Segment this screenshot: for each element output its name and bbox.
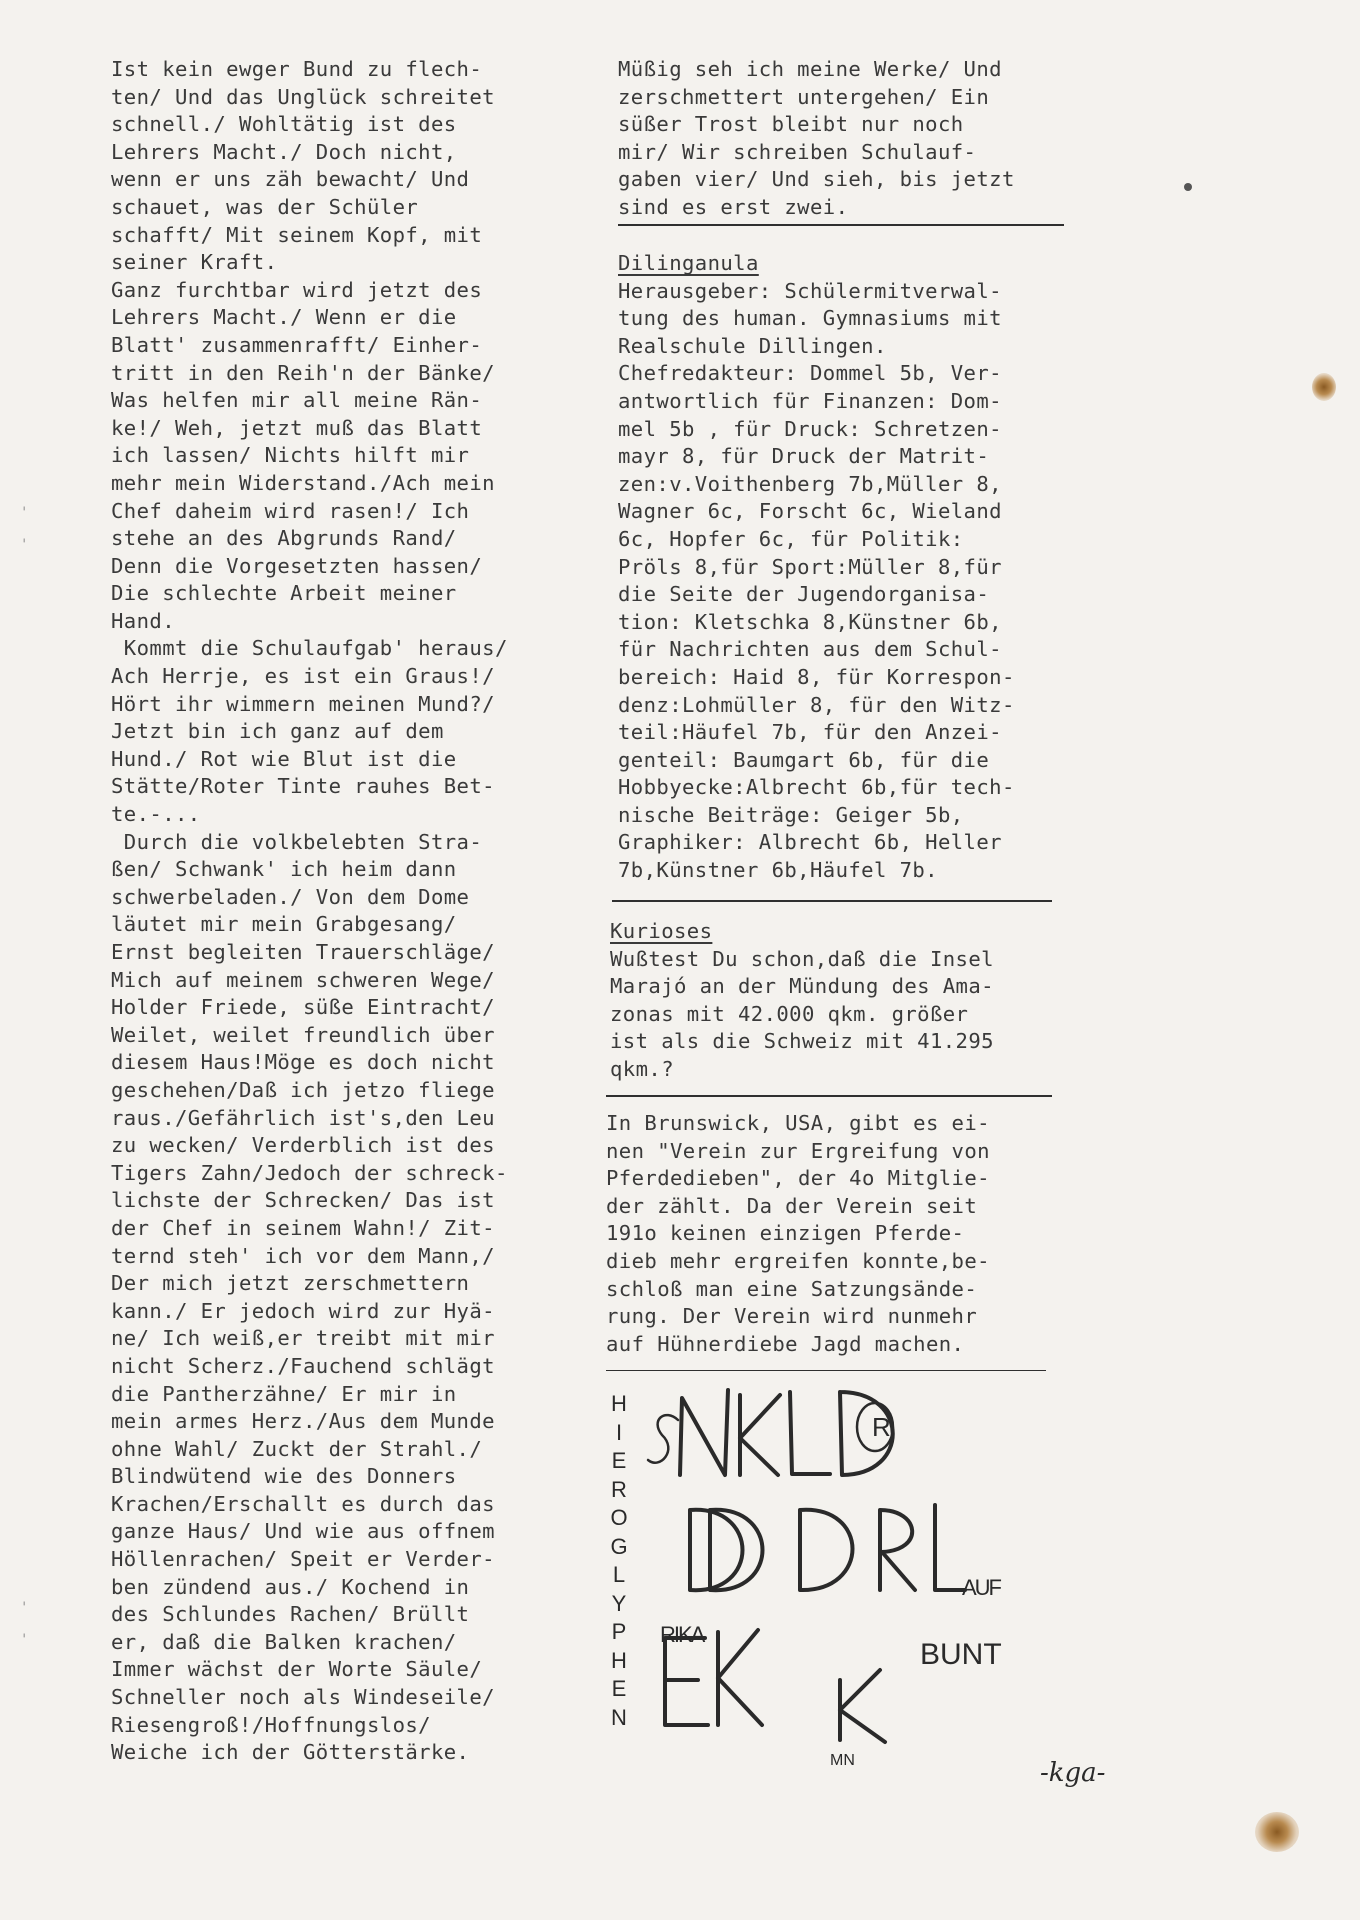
separator-rule-3 (606, 1095, 1052, 1097)
text-line: Ach Herrje, es ist ein Graus!/ (111, 664, 495, 689)
glyph-word-bunt: BUNT (920, 1638, 1002, 1671)
text-line: Hand. (111, 608, 175, 633)
text-line: nen "Verein zur Ergreifung von (606, 1138, 990, 1163)
separator-rule-2 (612, 900, 1052, 902)
text-line: raus./Gefährlich ist's,den Leu (111, 1105, 495, 1130)
text-line: mehr mein Widerstand./Ach mein (111, 470, 495, 495)
text-line: die Pantherzähne/ Er mir in (111, 1381, 457, 1406)
text-line: Blindwütend wie des Donners (111, 1464, 457, 1489)
text-line: Riesengroß!/Hoffnungslos/ (111, 1712, 431, 1737)
text-line: zonas mit 42.000 qkm. größer (610, 1001, 969, 1026)
text-line: zu wecken/ Verderblich ist des (111, 1133, 495, 1158)
poem-column-left (111, 56, 581, 1767)
text-line: Tigers Zahn/Jedoch der schreck- (111, 1160, 508, 1185)
text-line: Was helfen mir all meine Rän- (111, 388, 483, 413)
text-line: Lehrers Macht./ Wenn er die (111, 305, 457, 330)
rust-stain-right (1312, 373, 1336, 401)
text-line: Mich auf meinem schweren Wege/ (111, 967, 495, 992)
poem-column-right-end (618, 56, 1088, 222)
text-line: schnell./ Wohltätig ist des (111, 112, 457, 137)
text-line: der Chef in seinem Wahn!/ Zit- (111, 1215, 495, 1240)
text-line: Weilet, weilet freundlich über (111, 1022, 495, 1047)
text-line: schauet, was der Schüler (111, 194, 419, 219)
text-line: Wußtest Du schon,daß die Insel (610, 946, 994, 971)
text-line: sind es erst zwei. (618, 194, 849, 219)
text-line: Ganz furchtbar wird jetzt des (111, 277, 483, 302)
kurioses-section (610, 918, 1080, 1084)
text-line: diesem Haus!Möge es doch nicht (111, 1050, 495, 1075)
text-line: Höllenrachen/ Speit er Verder- (111, 1547, 495, 1572)
text-line: Kommt die Schulaufgab' heraus/ (111, 636, 508, 661)
text-line: mayr 8, für Druck der Matrit- (618, 444, 990, 469)
text-line: denz:Lohmüller 8, für den Witz- (618, 692, 1015, 717)
text-line: Der mich jetzt zerschmettern (111, 1271, 470, 1296)
text-line: des Schlundes Rachen/ Brüllt (111, 1602, 470, 1627)
text-line: schwerbeladen./ Von dem Dome (111, 884, 470, 909)
brunswick-section (606, 1110, 1076, 1358)
text-line: schloß man eine Satzungsände- (606, 1276, 978, 1301)
text-line: stehe an des Abgrunds Rand/ (111, 526, 457, 551)
text-line: Denn die Vorgesetzten hassen/ (111, 553, 483, 578)
text-line: Ist kein ewger Bund zu flech- (111, 57, 483, 81)
hieroglyph-ddrl (690, 1505, 965, 1590)
separator-rule-1 (618, 224, 1064, 226)
text-line: tion: Kletschka 8,Künstner 6b, (618, 609, 1002, 634)
text-line: Weiche ich der Götterstärke. (111, 1740, 470, 1765)
text-line: bereich: Haid 8, für Korrespon- (618, 664, 1015, 689)
text-line: Pröls 8,für Sport:Müller 8,für (618, 554, 1002, 579)
text-line: Chefredakteur: Dommel 5b, Ver- (618, 361, 1002, 386)
text-line: ganze Haus/ Und wie aus offnem (111, 1519, 495, 1544)
glyph-word-rika: RIKA (660, 1622, 704, 1647)
text-line: Immer wächst der Worte Säule/ (111, 1657, 483, 1682)
text-line: Müßig seh ich meine Werke/ Und (618, 57, 1002, 81)
hieroglyph-nkld (648, 1390, 893, 1475)
margin-punch-marks-lower: ' ' (20, 1600, 29, 1648)
text-line: Realschule Dillingen. (618, 333, 887, 358)
text-line: ist als die Schweiz mit 41.295 (610, 1029, 994, 1054)
text-line: Schneller noch als Windeseile/ (111, 1685, 495, 1710)
text-line: für Nachrichten aus dem Schul- (618, 637, 1002, 662)
text-line: Graphiker: Albrecht 6b, Heller (618, 830, 1002, 855)
margin-punch-marks: ' ' (20, 505, 29, 553)
text-line: lichste der Schrecken/ Das ist (111, 1188, 495, 1213)
text-line: Krachen/Erschallt es durch das (111, 1491, 495, 1516)
hieroglyphen-drawing (590, 1380, 1150, 1800)
text-line: auf Hühnerdiebe Jagd machen. (606, 1331, 965, 1356)
text-line: Ernst begleiten Trauerschläge/ (111, 940, 495, 964)
masthead-section (618, 250, 1088, 885)
glyph-word-auf: AUF (962, 1575, 1000, 1600)
artist-signature: -kga- (1040, 1758, 1106, 1788)
text-line: mel 5b , für Druck: Schretzen- (618, 416, 1002, 441)
text-line: mein armes Herz./Aus dem Munde (111, 1409, 495, 1434)
text-line: tritt in den Reih'n der Bänke/ (111, 360, 495, 385)
text-line: gaben vier/ Und sieh, bis jetzt (618, 167, 1015, 192)
text-line: Durch die volkbelebten Stra- (111, 829, 483, 854)
text-line: kann./ Er jedoch wird zur Hyä- (111, 1298, 495, 1323)
text-line: Jetzt bin ich ganz auf dem (111, 719, 444, 744)
masthead-title: Dilinganula (618, 251, 759, 275)
text-line: Chef daheim wird rasen!/ Ich (111, 498, 470, 523)
text-line: Hobbyecke:Albrecht 6b,für tech- (618, 775, 1015, 800)
text-line: zerschmettert untergehen/ Ein (618, 84, 990, 109)
glyph-word-r: R (872, 1412, 891, 1442)
text-line: Die schlechte Arbeit meiner (111, 581, 457, 606)
text-line: ne/ Ich weiß,er treibt mit mir (111, 1326, 495, 1351)
text-line: 7b,Künstner 6b,Häufel 7b. (618, 858, 938, 883)
rust-stain-bottom (1255, 1812, 1299, 1852)
text-line: Blatt' zusammenrafft/ Einher- (111, 332, 483, 357)
text-line: ich lassen/ Nichts hilft mir (111, 443, 470, 468)
text-line: 191o keinen einzigen Pferde- (606, 1221, 965, 1246)
text-line: te.-... (111, 802, 201, 827)
text-line: läutet mir mein Grabgesang/ (111, 912, 457, 937)
text-line: ternd steh' ich vor dem Mann,/ (111, 1243, 495, 1268)
text-line: nicht Scherz./Fauchend schlägt (111, 1353, 495, 1378)
text-line: Stätte/Roter Tinte rauhes Bet- (111, 774, 495, 799)
text-line: seiner Kraft. (111, 250, 278, 275)
text-line: mir/ Wir schreiben Schulauf- (618, 139, 977, 164)
text-line: ke!/ Weh, jetzt muß das Blatt (111, 415, 483, 440)
text-line: der zählt. Da der Verein seit (606, 1193, 978, 1218)
text-line: geschehen/Daß ich jetzo fliege (111, 1077, 495, 1102)
text-line: Wagner 6c, Forscht 6c, Wieland (618, 499, 1002, 524)
text-line: Holder Friede, süße Eintracht/ (111, 995, 495, 1020)
text-line: 6c, Hopfer 6c, für Politik: (618, 526, 964, 551)
text-line: Pferdedieben", der 4o Mitglie- (606, 1166, 990, 1191)
ink-dot (1184, 183, 1192, 191)
hieroglyphen-vertical-label: HIEROGLYPHEN (610, 1391, 628, 1730)
text-line: süßer Trost bleibt nur noch (618, 112, 964, 137)
text-line: antwortlich für Finanzen: Dom- (618, 388, 1002, 413)
text-line: dieb mehr ergreifen konnte,be- (606, 1248, 990, 1273)
text-line: ohne Wahl/ Zuckt der Strahl./ (111, 1436, 483, 1461)
text-line: nische Beiträge: Geiger 5b, (618, 802, 964, 827)
text-line: rung. Der Verein wird nunmehr (606, 1304, 978, 1329)
text-line: tung des human. Gymnasiums mit (618, 306, 1002, 331)
text-line: Hört ihr wimmern meinen Mund?/ (111, 691, 495, 716)
text-line: zen:v.Voithenberg 7b,Müller 8, (618, 471, 1002, 496)
separator-rule-4 (606, 1370, 1046, 1371)
glyph-word-mn: MN (830, 1752, 855, 1769)
text-line: qkm.? (610, 1056, 674, 1081)
kurioses-title: Kurioses (610, 919, 713, 943)
text-line: Lehrers Macht./ Doch nicht, (111, 139, 457, 164)
text-line: Herausgeber: Schülermitverwal- (618, 278, 1002, 303)
text-line: Marajó an der Mündung des Ama- (610, 974, 994, 999)
text-line: ten/ Und das Unglück schreitet (111, 84, 495, 109)
text-line: schafft/ Mit seinem Kopf, mit (111, 222, 483, 247)
text-line: genteil: Baumgart 6b, für die (618, 747, 990, 772)
text-line: teil:Häufel 7b, für den Anzei- (618, 720, 1002, 745)
text-line: Hund./ Rot wie Blut ist die (111, 746, 457, 771)
text-line: wenn er uns zäh bewacht/ Und (111, 167, 470, 192)
text-line: ßen/ Schwank' ich heim dann (111, 857, 457, 882)
text-line: In Brunswick, USA, gibt es ei- (606, 1111, 990, 1135)
text-line: er, daß die Balken krachen/ (111, 1629, 457, 1654)
text-line: die Seite der Jugendorganisa- (618, 582, 990, 607)
text-line: ben zündend aus./ Kochend in (111, 1574, 470, 1599)
